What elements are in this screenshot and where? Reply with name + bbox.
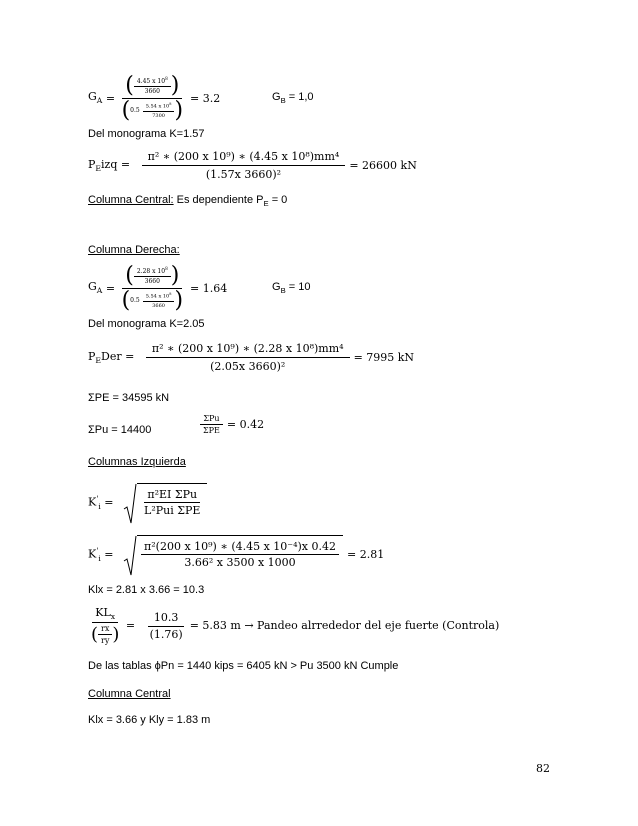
monograma-left: Del monograma K=1.57 (88, 128, 205, 140)
ga-left-formula: $G_A$ = ( $\frac{4.45 x 10^8}{3660}$ ) ( 0.5 $\frac{5.54 x 10^8}{7300}$ ) = 3.2 (88, 72, 221, 123)
monograma-right: Del monograma K=2.05 (88, 318, 205, 330)
ga-left-fraction: ( $\frac{4.45 x 10^8}{3660}$ ) ( 0.5 $\frac{5.54 x 10^8}{7300}$ ) (121, 72, 184, 123)
ga-right-formula: $G_A$ = ( $\frac{2.28 x 10^8}{3660}$ ) ( 0.5 $\frac{5.54 x 10^8}{3660}$ ) = 1.64 (88, 262, 228, 313)
pe-der-fraction: $\frac{\text{π² ∗ (200 x 10⁹) ∗ (2.28 x 10⁸)mm⁴}}{\text{(2.05x 3660)²}}$ (146, 342, 350, 373)
sqrt-icon (123, 535, 137, 579)
sum-pu: ΣPu = 14400 (88, 424, 152, 436)
kl-central-line: Klx = 3.66 y Kly = 1.83 m (88, 714, 211, 726)
ki-numeric-formula: $K'_i$ = $\frac{\text{π²(200 x 10⁹) ∗ (4.45 x 10⁻⁴)x 0.42}}{\text{3.66² x 3500 x 1000}}$ = 2.81 (88, 532, 384, 576)
pu-pe-ratio: $\frac{\text{ΣPu}}{\text{ΣPE}}$ = 0.42 (200, 414, 264, 435)
pe-der-formula: $P_EDer$ = $\frac{\text{π² ∗ (200 x 10⁹) ∗ (2.28 x 10⁸)mm⁴}}{\text{(2.05x 3660)²}}$ = 7995 kN (88, 342, 415, 373)
izquierda-title: Columnas Izquierda (88, 456, 186, 468)
gb-right: $G_B = 10$ (272, 281, 311, 296)
derecha-title: Columna Derecha: (88, 244, 180, 256)
sqrt-icon (123, 483, 137, 527)
ga-right-fraction: ( $\frac{2.28 x 10^8}{3660}$ ) ( 0.5 $\frac{5.54 x 10^8}{3660}$ ) (121, 262, 184, 313)
pe-izq-fraction: $\frac{\text{π² ∗ (200 x 10⁹) ∗ (4.45 x 10⁸)mm⁴}}{\text{(1.57x 3660)²}}$ (142, 150, 346, 181)
gb-left: $G_B = 1,0$ (272, 91, 314, 106)
ki-general-formula: $K'_i$ = $\frac{\text{π²EI ΣPu}}{\text{L²Pui ΣPE}}$ (88, 480, 207, 524)
pe-izq-formula: $P_Eizq$ = $\frac{\text{π² ∗ (200 x 10⁹) ∗ (4.45 x 10⁸)mm⁴}}{\text{(1.57x 3660)²}}$ = 26600 kN (88, 150, 417, 181)
central-dependent-line: Columna Central: Es dependiente $P_E = 0$ (88, 194, 288, 209)
sum-pe: ΣPE = 34595 kN (88, 392, 170, 404)
central-label: Columna Central: (88, 194, 174, 206)
kl-ratio-formula: $KL_x$ ( $\frac{rx}{ry}$ ) = $\frac{10.3}{(1.76)}$ = 5.83 m → Pandeo alrrededor del eje fuerte (Controla) (91, 606, 500, 646)
central-title: Columna Central (88, 688, 171, 700)
page-number: 82 (536, 762, 550, 775)
klx-line: Klx = 2.81 x 3.66 = 10.3 (88, 584, 205, 596)
tablas-line: De las tablas ϕPn = 1440 kips = 6405 kN > Pu 3500 kN Cumple (88, 660, 399, 672)
